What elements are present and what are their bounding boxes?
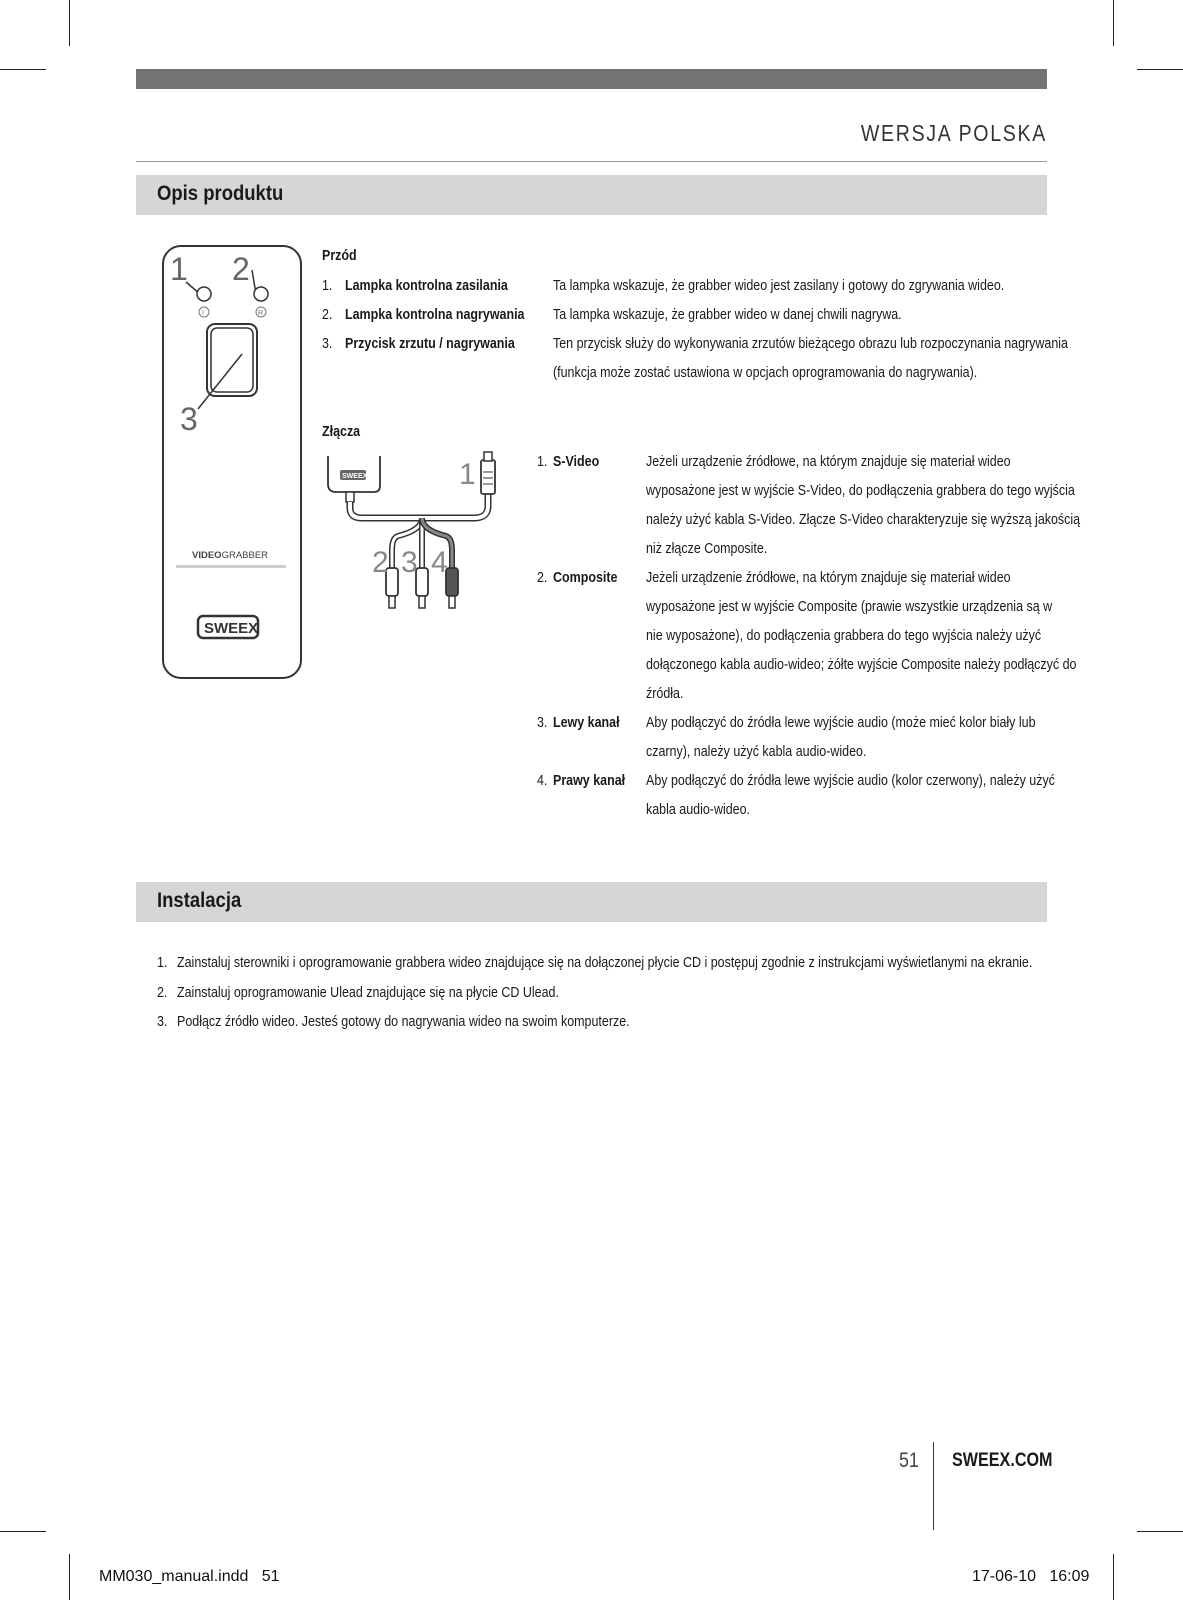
front-heading: Przód [322,248,357,264]
front-item-2-num: 2. [322,307,333,323]
record-led [254,287,268,301]
conn-item-2-desc-line5: źródła. [646,686,684,702]
print-datetime: 17-06-10 16:09 [972,1568,1090,1585]
conn-item-1-num: 1. [537,454,548,470]
device-label-1: 1 [170,251,188,287]
cable-logo-text: SWEEX [342,473,368,480]
av-cable-illustration [322,450,512,616]
brand-text-bold: VIDEO [192,550,222,561]
front-item-3-desc-line2: (funkcja może zostać ustawiona w opcjach oprogramowania do nagrywania). [553,365,978,381]
page-number: 51 [899,1449,919,1472]
install-step-1-text: Zainstaluj sterowniki i oprogramowanie grabbera wideo znajdujące się na dołączonej płycie CD i postępuj zgodnie z instrukcjami wyświetlanymi na ekranie. [177,955,1033,971]
install-step-3-text: Podłącz źródło wideo. Jesteś gotowy do nagrywania wideo na swoim komputerze. [177,1014,630,1030]
conn-item-3-term: Lewy kanał [553,715,620,731]
file-name: MM030_manual.indd 51 [99,1568,280,1585]
conn-item-2-desc-line4: dołączonego kabla audio-wideo; żółte wyjście Composite należy podłączyć do [646,657,1077,673]
conn-item-2-desc-line2: wyposażone jest w wyjście Composite (prawie wszystkie urządzenia są w [646,599,1053,615]
install-step-2-text: Zainstaluj oprogramowanie Ulead znajdujące się na płycie CD Ulead. [177,985,559,1001]
front-item-1-term: Lampka kontrolna zasilania [345,278,508,294]
sweex-logo-text: SWEEX [204,620,259,637]
cable-label-2: 2 [372,546,389,579]
cable-label-3: 3 [401,546,418,579]
conn-item-3-num: 3. [537,715,548,731]
conn-item-1-desc-line1: Jeżeli urządzenie źródłowe, na którym znajduje się materiał wideo [646,454,1011,470]
header-rule [136,161,1047,162]
brand-text: GRABBER [221,550,269,561]
front-item-2-term: Lampka kontrolna nagrywania [345,307,525,323]
conn-item-4-num: 4. [537,773,548,789]
conn-item-1-term: S-Video [553,454,600,470]
conn-item-4-desc-line1: Aby podłączyć do źródła lewe wyjście audio (kolor czerwony), należy użyć [646,773,1055,789]
front-item-3-desc-line1: Ten przycisk służy do wykonywania zrzutów bieżącego obrazu lub rozpoczynania nagrywania [553,336,1069,352]
front-item-1-num: 1. [322,278,333,294]
section-title: Opis produktu [157,182,284,205]
front-item-2-desc: Ta lampka wskazuje, że grabber wideo w danej chwili nagrywa. [553,307,902,323]
conn-item-1-desc-line3: należy użyć kabla S-Video. Złącze S-Video charakteryzuje się wyższą jakością [646,512,1081,528]
header-bar [136,69,1047,89]
conn-item-1-desc-line2: wyposażone jest w wyjście S-Video, do podłączenia grabbera do tego wyjścia [646,483,1075,499]
conn-item-4-term: Prawy kanał [553,773,626,789]
front-item-1-desc: Ta lampka wskazuje, że grabber wideo jest zasilany i gotowy do zgrywania wideo. [553,278,1005,294]
language-label: WERSJA POLSKA [860,120,1047,146]
conn-item-3-desc-line2: czarny), należy użyć kabla audio-wideo. [646,744,867,760]
conn-item-3-desc-line1: Aby podłączyć do źródła lewe wyjście audio (może mieć kolor biały lub [646,715,1036,731]
front-item-3-num: 3. [322,336,333,352]
install-step-1-num: 1. [157,955,168,971]
front-item-3-term: Przycisk zrzutu / nagrywania [345,336,515,352]
videograbber-device-illustration [158,244,306,682]
svg-text:VIDEOGRABBER [192,550,268,561]
conn-item-2-term: Composite [553,570,618,586]
record-symbol: R [258,310,264,317]
power-symbol: I [202,310,204,317]
device-label-2: 2 [232,251,250,287]
conn-item-2-desc-line1: Jeżeli urządzenie źródłowe, na którym znajduje się materiał wideo [646,570,1011,586]
footer-divider [933,1442,934,1530]
conn-item-2-num: 2. [537,570,548,586]
install-step-3-num: 3. [157,1014,168,1030]
device-label-3: 3 [180,401,198,437]
section-title: Instalacja [157,889,242,912]
section-header-instalacja [136,882,1047,922]
conn-item-4-desc-line2: kabla audio-wideo. [646,802,750,818]
site-url: SWEEX.COM [952,1450,1053,1471]
cable-label-1: 1 [459,458,476,491]
conn-item-2-desc-line3: nie wyposażone), do podłączenia grabbera do tego wyjścia należy użyć [646,628,1042,644]
section-header-opis [136,175,1047,215]
capture-button [207,324,257,396]
power-led [197,287,211,301]
conn-item-1-desc-line4: niż złącze Composite. [646,541,768,557]
connectors-heading: Złącza [322,424,361,440]
install-step-2-num: 2. [157,985,168,1001]
cable-label-4: 4 [431,546,448,579]
